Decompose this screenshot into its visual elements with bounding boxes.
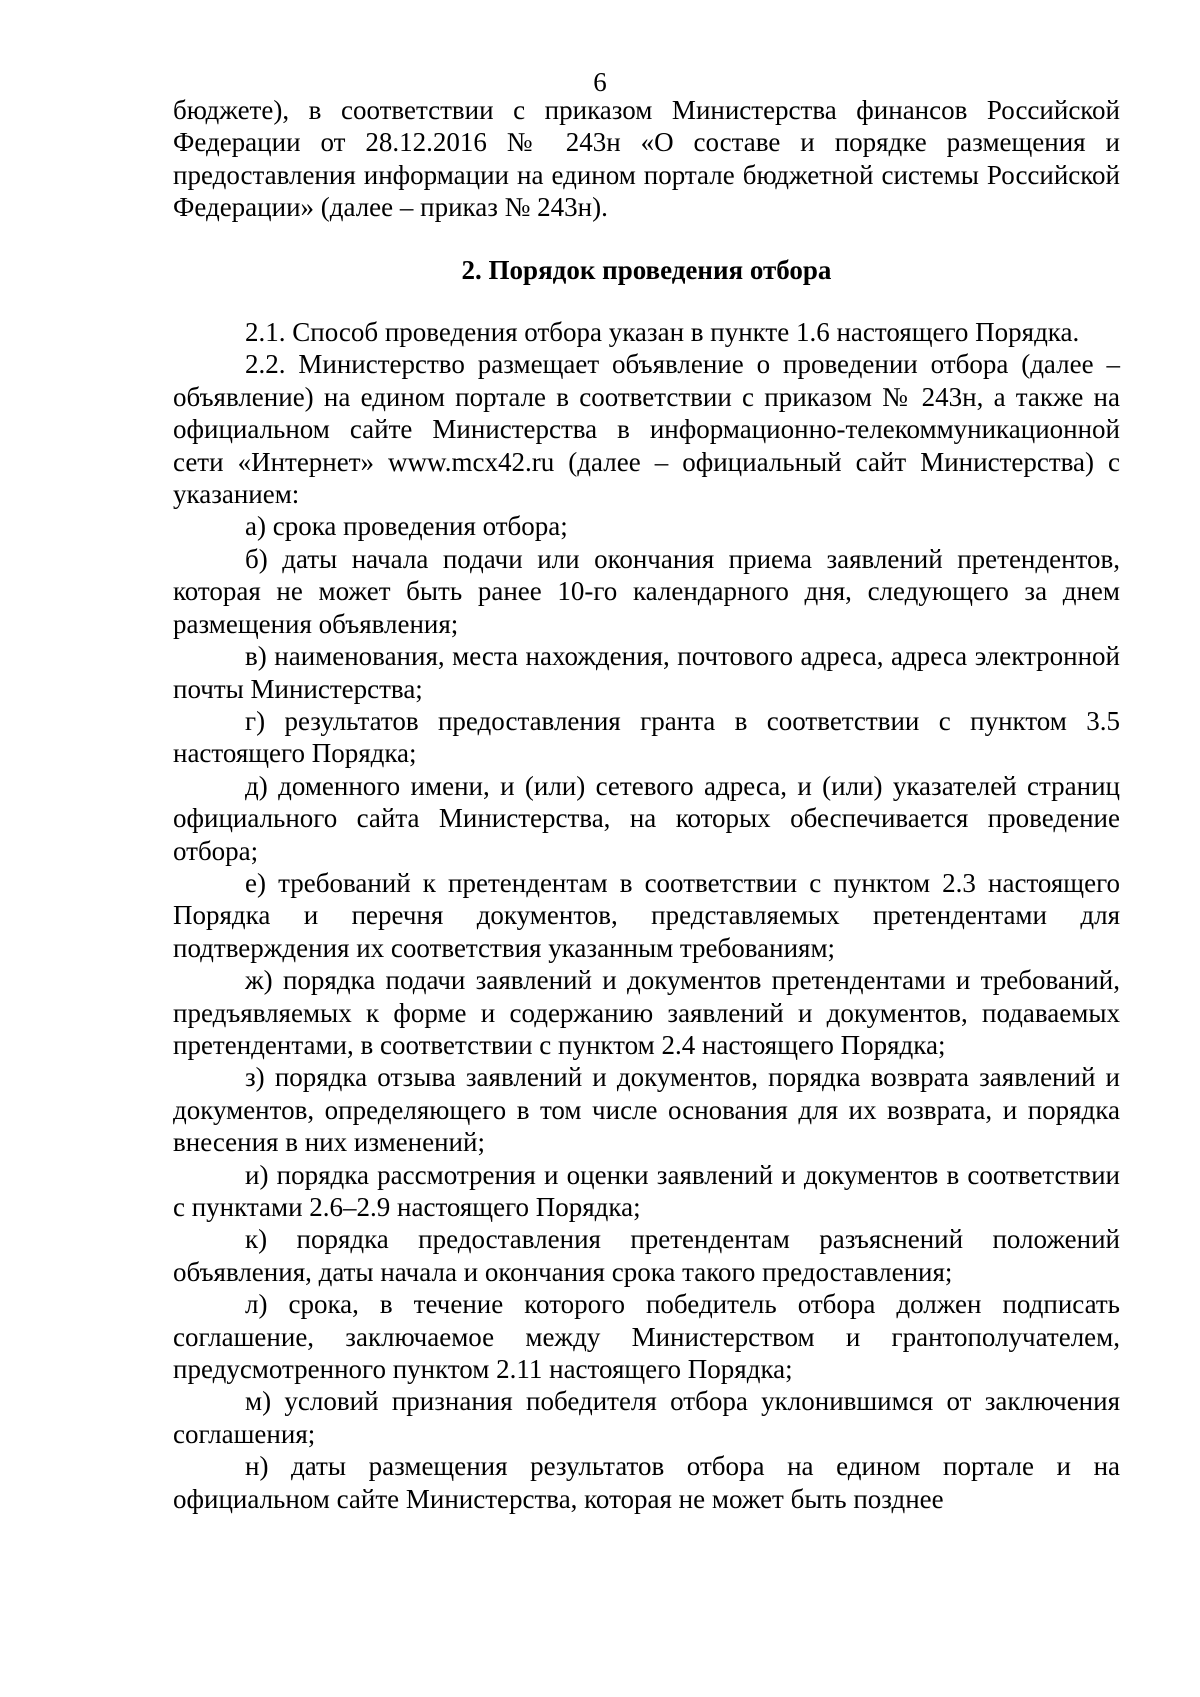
list-item-k: к) порядка предоставления претендентам разъяснений положений объявления, даты начала и окончания срока такого предоставления;: [173, 1224, 1120, 1287]
list-item-e: е) требований к претендентам в соответствии с пунктом 2.3 настоящего Порядка и перечня документов, представляемых претендентами для подтверждения их соответствия указанным требованиям;: [173, 867, 1120, 963]
list-item-z: з) порядка отзыва заявлений и документов, порядка возврата заявлений и документов, определяющего в том числе основания для их возврата, и порядка внесения в них изменений;: [173, 1062, 1120, 1158]
paragraph-2-1: 2.1. Способ проведения отбора указан в пункте 1.6 настоящего Порядка.: [245, 317, 1080, 348]
list-item-i: и) порядка рассмотрения и оценки заявлений и документов в соответствии с пунктами 2.6–2.9 настоящего Порядка;: [173, 1159, 1120, 1222]
list-item-d: д) доменного имени, и (или) сетевого адреса, и (или) указателей страниц официального сайта Министерства, на которых обеспечивается проведение отбора;: [173, 770, 1120, 866]
paragraph-2-2: 2.2. Министерство размещает объявление о проведении отбора (далее – объявление) на едином портале в соответствии с приказом № 243н, а также на официальном сайте Министерства в информационно-телекоммуникационной сети «Интернет» www.mcx42.ru (далее – официальный сайт Министерства) с указанием:: [173, 349, 1120, 510]
list-item-g: г) результатов предоставления гранта в соответствии с пунктом 3.5 настоящего Порядка;: [173, 705, 1120, 769]
list-item-v: в) наименования, места нахождения, почтового адреса, адреса электронной почты Министерства;: [173, 641, 1120, 704]
list-item-l: л) срока, в течение которого победитель отбора должен подписать соглашение, заключаемое между Министерством и грантополучателем, предусмотренного пунктом 2.11 настоящего Порядка;: [173, 1289, 1120, 1385]
document-body: [173, 94, 1120, 1515]
list-item-zh: ж) порядка подачи заявлений и документов претендентами и требований, предъявляемых к форме и содержанию заявлений и документов, подаваемых претендентами, в соответствии с пунктом 2.4 настоящего Порядка;: [173, 965, 1120, 1060]
list-item-b: б) даты начала подачи или окончания приема заявлений претендентов, которая не может быть ранее 10-го календарного дня, следующего за днем размещения объявления;: [173, 543, 1120, 639]
list-item-m: м) условий признания победителя отбора уклонившимся от заключения соглашения;: [173, 1386, 1120, 1449]
section-heading: 2. Порядок проведения отбора: [461, 254, 832, 285]
continuation-paragraph: бюджете), в соответствии с приказом Министерства финансов Российской Федерации от 28.12.2016 № 243н «О составе и порядке размещения и предоставления информации на едином портале бюджетной системы Российской Федерации» (далее – приказ № 243н).: [173, 95, 1120, 223]
list-item-n: н) даты размещения результатов отбора на едином портале и на официальном сайте Министерства, которая не может быть позднее: [173, 1451, 1120, 1514]
list-item-a: а) срока проведения отбора;: [245, 511, 568, 542]
page-number: 6: [593, 67, 607, 97]
